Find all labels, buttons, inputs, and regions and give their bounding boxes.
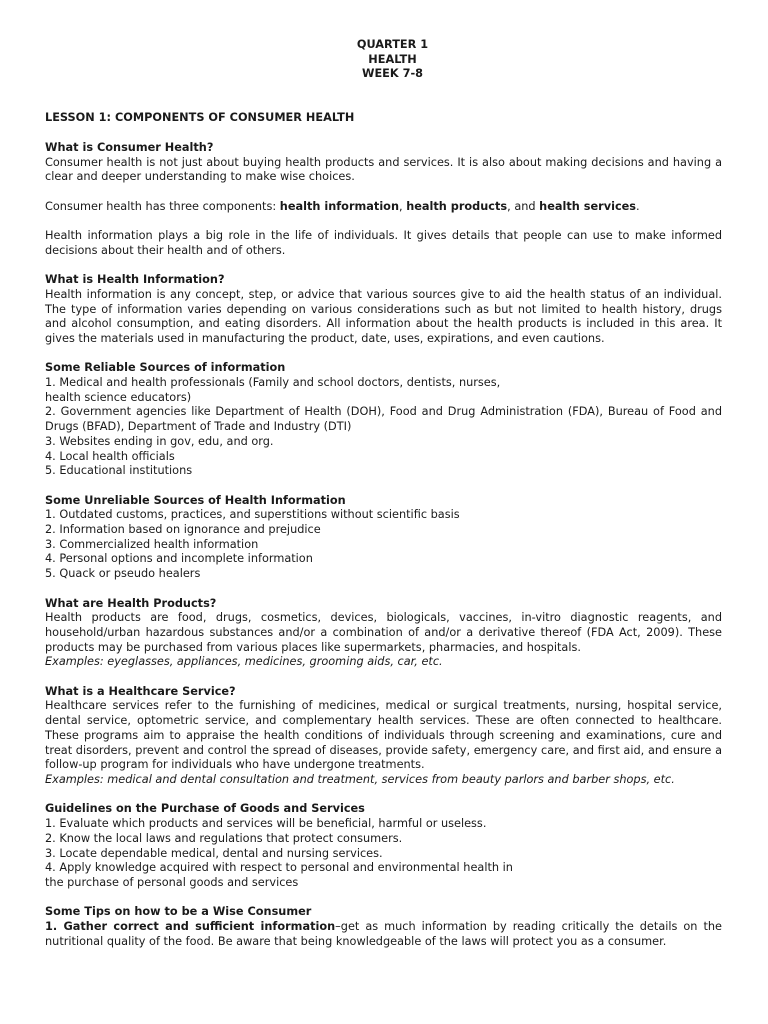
- header-quarter: QUARTER 1: [356, 38, 429, 51]
- reliable-sources-heading: Some Reliable Sources of information: [45, 361, 286, 375]
- component-health-products: health products: [406, 199, 508, 213]
- health-information-paragraph: Health information is any concept, step, or advice that various sources give to aid the health status of an individual. The type of information varies depending on various considerations such as but not limited to health history, drugs and alcohol consumption, and eating disorders. All information about the health products is included in this area. It gives the materials used in manufacturing the product, date, uses, expirations, and even cautions.: [45, 287, 722, 345]
- list-item: 1. Outdated customs, practices, and superstitions without scientific basis: [45, 508, 460, 522]
- list-item: 1. Medical and health professionals (Family and school doctors, dentists, nurses,: [45, 376, 501, 390]
- health-products-heading: What are Health Products?: [45, 596, 217, 610]
- consumer-health-paragraph: Consumer health is not just about buying health products and services. It is also about making decisions and having a clear and deeper understanding to make wise choices.: [45, 155, 722, 184]
- health-products-examples: Examples: eyeglasses, appliances, medicines, grooming aids, car, etc.: [45, 655, 443, 669]
- healthcare-service-paragraph: Healthcare services refer to the furnishing of medicines, medical or surgical treatments, nursing, hospital service, dental service, optometric service, and complementary health services. These are often connected to healthcare. These programs aim to appraise the health conditions of individuals through screening and examinations, cure and treat disorders, prevent and control the spread of diseases, provide safety, emergency care, and first aid, and ensure a follow-up program for individuals who have undergone treatments.: [45, 699, 722, 772]
- healthcare-service-examples: Examples: medical and dental consultation and treatment, services from beauty parlors and barber shops, etc.: [45, 773, 675, 786]
- list-item: 1. Evaluate which products and services will be beneficial, harmful or useless.: [45, 817, 487, 831]
- header-week: WEEK 7-8: [362, 67, 423, 81]
- guidelines-heading: Guidelines on the Purchase of Goods and Services: [45, 802, 365, 816]
- list-item: 3. Websites ending in gov, edu, and org.: [45, 434, 274, 448]
- health-products-paragraph: Health products are food, drugs, cosmetics, devices, biologicals, vaccines, in-vitro diagnostic reagents, and household/urban hazardous substances and/or a combination of and/or a derivative thereof (FDA Act, 2009). These products may be purchased from various places like supermarkets, pharmacies, and hospitals.: [45, 611, 722, 654]
- header-subject: HEALTH: [368, 52, 417, 66]
- tip-1-paragraph: [45, 920, 722, 949]
- document-page: [45, 38, 722, 949]
- tip-1-text: –get as much information by reading critically the details on the nutritional quality of the food. Be aware that being knowledgeable of the laws will protect you as a consumer.: [45, 920, 722, 948]
- list-item: 2. Know the local laws and regulations that protect consumers.: [45, 831, 403, 845]
- component-health-services: health services: [539, 199, 637, 213]
- list-item: 4. Apply knowledge acquired with respect to personal and environmental health in: [45, 861, 513, 875]
- list-item: health science educators): [45, 390, 192, 404]
- list-item: 2. Information based on ignorance and prejudice: [45, 523, 321, 537]
- wise-consumer-tips-heading: Some Tips on how to be a Wise Consumer: [45, 905, 312, 919]
- list-item: 4. Personal options and incomplete information: [45, 552, 313, 566]
- health-information-heading: What is Health Information?: [45, 273, 225, 287]
- lesson-title: LESSON 1: COMPONENTS OF CONSUMER HEALTH: [45, 111, 355, 125]
- list-item: 2. Government agencies like Department of Health (DOH), Food and Drug Administration (FDA), Bureau of Food and Drugs (BFAD), Department of Trade and Industry (DTI): [45, 405, 722, 434]
- list-item: 5. Educational institutions: [45, 464, 193, 478]
- healthcare-service-heading: What is a Healthcare Service?: [45, 684, 236, 698]
- tip-1-label: 1. Gather correct and sufficient information: [45, 920, 336, 933]
- components-paragraph: Consumer health has three components: health information, health products, and health services.: [45, 199, 640, 213]
- list-item: 4. Local health officials: [45, 449, 175, 463]
- component-health-information: health information: [279, 199, 399, 213]
- consumer-health-heading: What is Consumer Health?: [45, 140, 214, 154]
- list-item: 3. Locate dependable medical, dental and nursing services.: [45, 846, 383, 860]
- document-header: [63, 38, 722, 82]
- unreliable-sources-heading: Some Unreliable Sources of Health Information: [45, 493, 346, 507]
- list-item: the purchase of personal goods and services: [45, 875, 299, 889]
- health-info-role-paragraph: Health information plays a big role in the life of individuals. It gives details that people can use to make informed decisions about their health and of others.: [45, 229, 722, 257]
- list-item: 5. Quack or pseudo healers: [45, 567, 201, 581]
- list-item: 3. Commercialized health information: [45, 537, 259, 551]
